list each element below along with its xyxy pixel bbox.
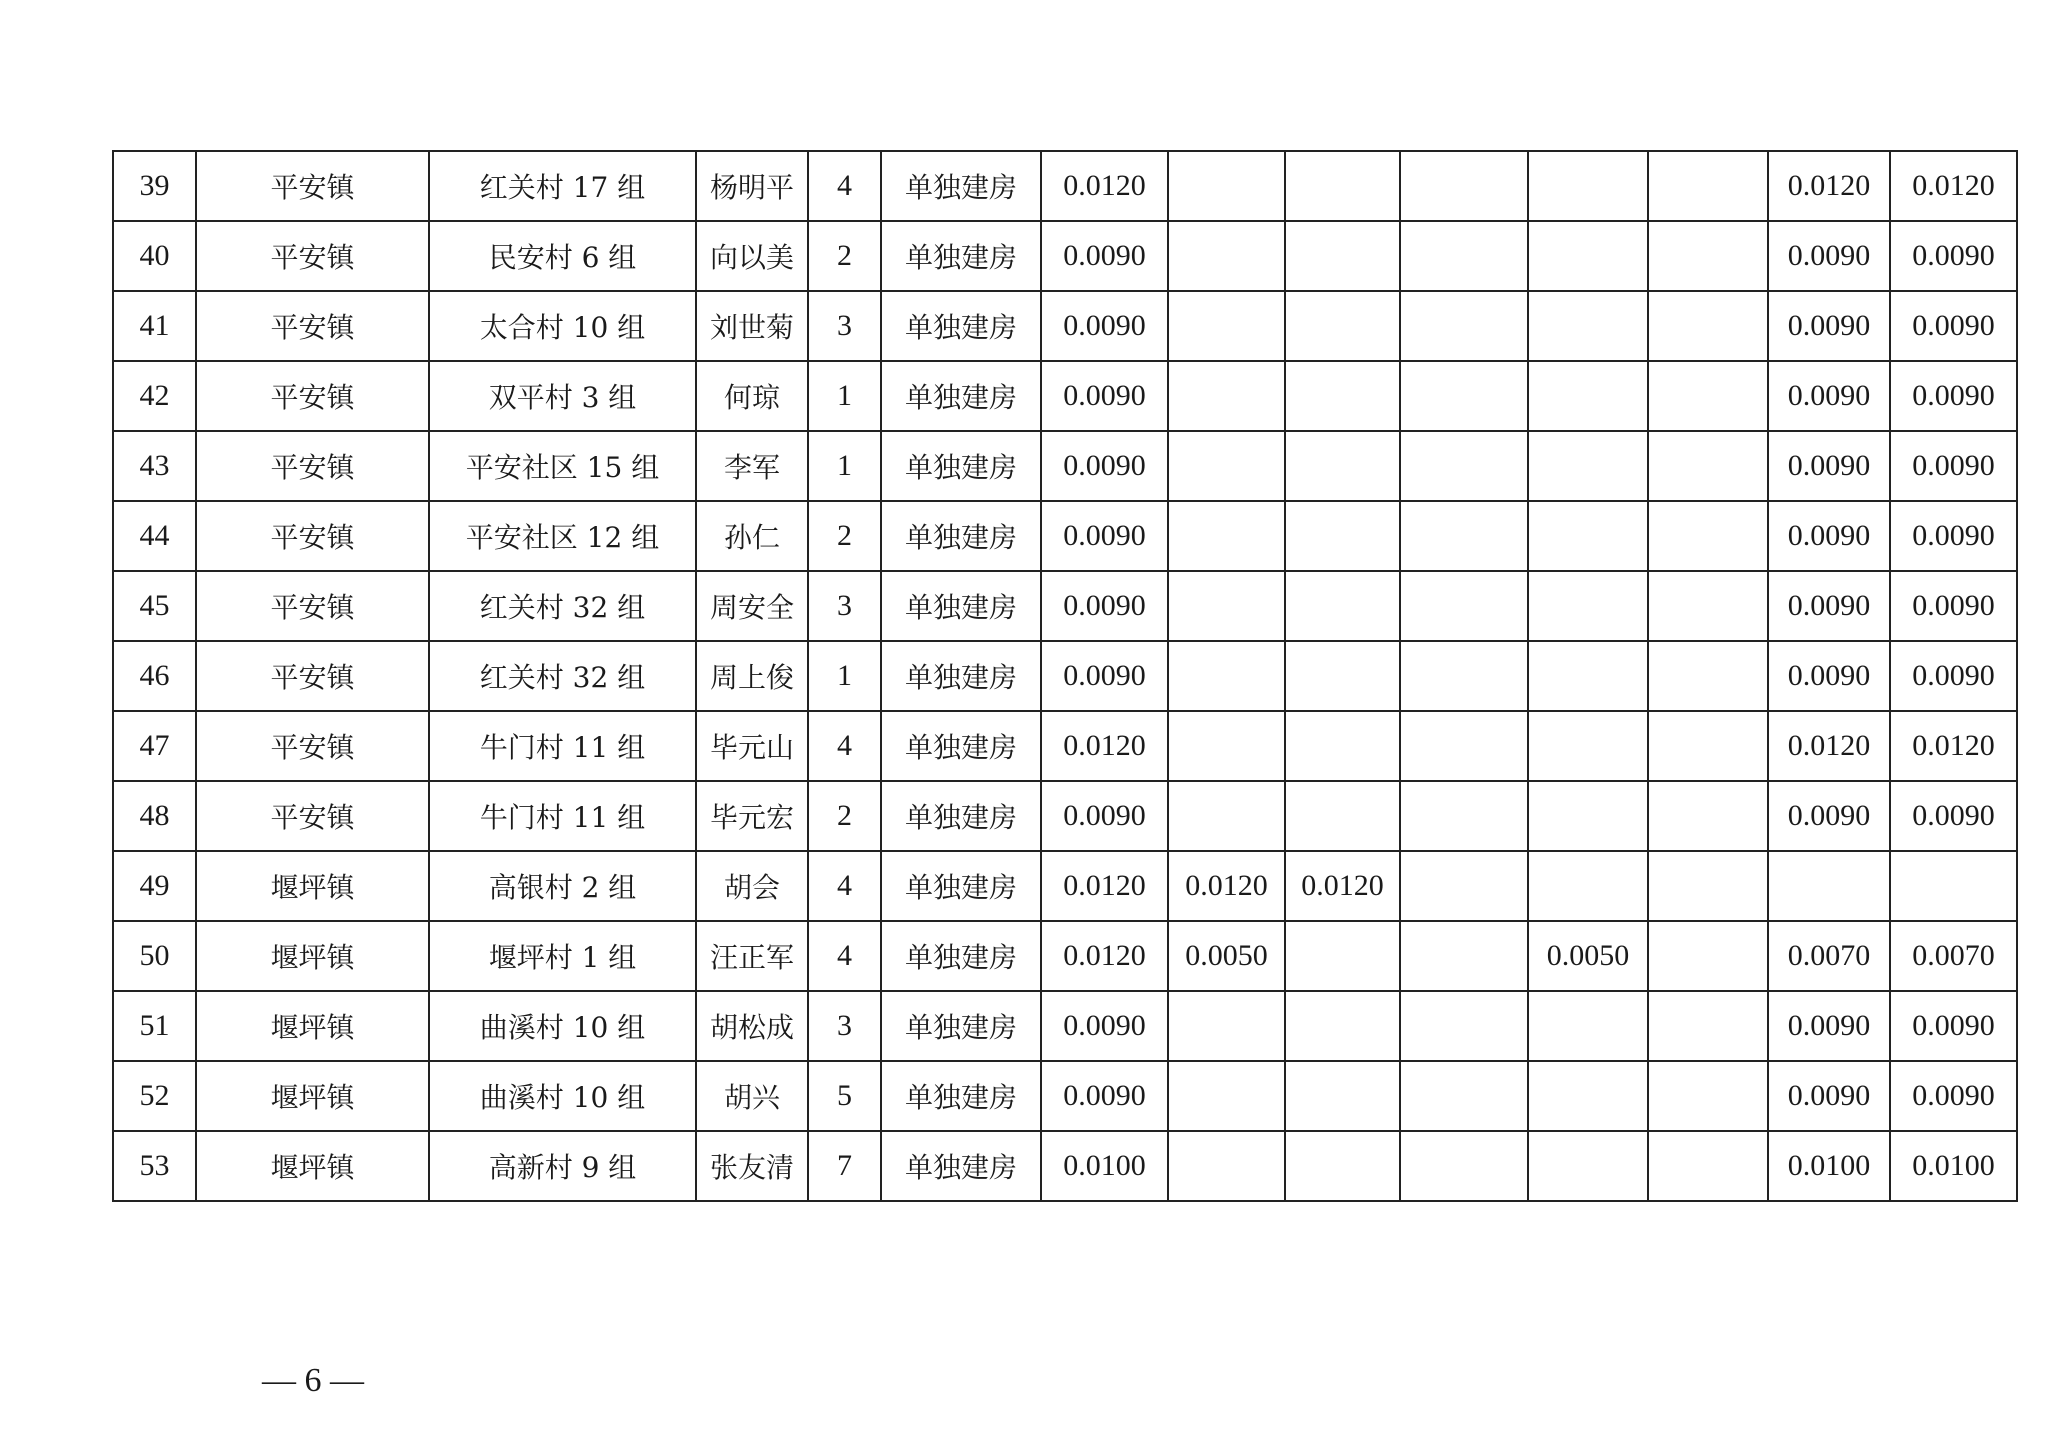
cell-col-8 — [1168, 291, 1285, 361]
cell-applicant-name: 孙仁 — [696, 501, 808, 571]
cell-village-group: 曲溪村 10 组 — [429, 991, 696, 1061]
cell-household-size: 7 — [808, 1131, 881, 1201]
table-body — [113, 151, 2017, 1201]
table-row — [113, 711, 2017, 781]
cell-serial-number: 53 — [113, 1131, 196, 1201]
cell-col-12 — [1648, 571, 1768, 641]
cell-col-14: 0.0090 — [1890, 781, 2017, 851]
cell-applicant-name: 胡会 — [696, 851, 808, 921]
table-row — [113, 991, 2017, 1061]
cell-area-total: 0.0090 — [1041, 781, 1168, 851]
cell-col-14: 0.0090 — [1890, 991, 2017, 1061]
cell-col-8 — [1168, 221, 1285, 291]
cell-construction-type: 单独建房 — [881, 501, 1041, 571]
cell-col-10 — [1400, 991, 1528, 1061]
cell-household-size: 3 — [808, 991, 881, 1061]
table-row — [113, 431, 2017, 501]
cell-construction-type: 单独建房 — [881, 1131, 1041, 1201]
cell-col-14: 0.0090 — [1890, 431, 2017, 501]
cell-col-9: 0.0120 — [1285, 851, 1400, 921]
table-row — [113, 501, 2017, 571]
cell-col-13: 0.0090 — [1768, 361, 1890, 431]
cell-town: 堰坪镇 — [196, 1061, 429, 1131]
cell-col-13: 0.0070 — [1768, 921, 1890, 991]
cell-applicant-name: 汪正军 — [696, 921, 808, 991]
table-row — [113, 781, 2017, 851]
cell-col-9 — [1285, 571, 1400, 641]
table-row — [113, 361, 2017, 431]
cell-col-8 — [1168, 571, 1285, 641]
cell-applicant-name: 向以美 — [696, 221, 808, 291]
cell-col-10 — [1400, 1061, 1528, 1131]
cell-col-13: 0.0100 — [1768, 1131, 1890, 1201]
cell-col-10 — [1400, 221, 1528, 291]
cell-village-group: 堰坪村 1 组 — [429, 921, 696, 991]
cell-col-10 — [1400, 641, 1528, 711]
cell-town: 平安镇 — [196, 711, 429, 781]
cell-area-total: 0.0090 — [1041, 1061, 1168, 1131]
cell-col-12 — [1648, 921, 1768, 991]
cell-village-group: 平安社区 12 组 — [429, 501, 696, 571]
cell-col-11 — [1528, 641, 1648, 711]
cell-col-8 — [1168, 151, 1285, 221]
cell-col-11 — [1528, 221, 1648, 291]
cell-col-14: 0.0070 — [1890, 921, 2017, 991]
cell-col-14: 0.0090 — [1890, 571, 2017, 641]
cell-applicant-name: 周安全 — [696, 571, 808, 641]
cell-household-size: 4 — [808, 851, 881, 921]
cell-col-14: 0.0120 — [1890, 711, 2017, 781]
cell-town: 平安镇 — [196, 361, 429, 431]
cell-col-13: 0.0090 — [1768, 1061, 1890, 1131]
cell-construction-type: 单独建房 — [881, 921, 1041, 991]
table-row — [113, 1131, 2017, 1201]
cell-col-12 — [1648, 641, 1768, 711]
cell-town: 平安镇 — [196, 221, 429, 291]
cell-col-10 — [1400, 501, 1528, 571]
cell-col-10 — [1400, 711, 1528, 781]
cell-col-10 — [1400, 1131, 1528, 1201]
cell-village-group: 太合村 10 组 — [429, 291, 696, 361]
table-row — [113, 921, 2017, 991]
cell-col-9 — [1285, 291, 1400, 361]
cell-serial-number: 46 — [113, 641, 196, 711]
cell-col-13: 0.0090 — [1768, 641, 1890, 711]
cell-serial-number: 50 — [113, 921, 196, 991]
cell-col-11 — [1528, 711, 1648, 781]
cell-town: 平安镇 — [196, 501, 429, 571]
cell-village-group: 平安社区 15 组 — [429, 431, 696, 501]
cell-village-group: 红关村 32 组 — [429, 571, 696, 641]
cell-serial-number: 43 — [113, 431, 196, 501]
cell-col-11 — [1528, 851, 1648, 921]
cell-village-group: 高银村 2 组 — [429, 851, 696, 921]
cell-col-12 — [1648, 431, 1768, 501]
table-row — [113, 291, 2017, 361]
cell-col-9 — [1285, 151, 1400, 221]
cell-col-12 — [1648, 851, 1768, 921]
cell-col-10 — [1400, 151, 1528, 221]
cell-serial-number: 41 — [113, 291, 196, 361]
cell-col-11 — [1528, 571, 1648, 641]
cell-area-total: 0.0090 — [1041, 991, 1168, 1061]
cell-col-11 — [1528, 361, 1648, 431]
cell-col-12 — [1648, 991, 1768, 1061]
cell-col-8 — [1168, 501, 1285, 571]
cell-col-14: 0.0090 — [1890, 501, 2017, 571]
cell-col-11 — [1528, 431, 1648, 501]
cell-col-10 — [1400, 781, 1528, 851]
cell-household-size: 4 — [808, 151, 881, 221]
cell-construction-type: 单独建房 — [881, 571, 1041, 641]
cell-town: 平安镇 — [196, 781, 429, 851]
cell-col-9 — [1285, 221, 1400, 291]
cell-town: 平安镇 — [196, 571, 429, 641]
cell-col-8 — [1168, 711, 1285, 781]
cell-col-9 — [1285, 711, 1400, 781]
cell-applicant-name: 张友清 — [696, 1131, 808, 1201]
cell-col-9 — [1285, 641, 1400, 711]
cell-col-11 — [1528, 1061, 1648, 1131]
cell-col-13: 0.0090 — [1768, 221, 1890, 291]
cell-col-14: 0.0090 — [1890, 361, 2017, 431]
cell-col-12 — [1648, 781, 1768, 851]
cell-col-11 — [1528, 991, 1648, 1061]
table-row — [113, 641, 2017, 711]
cell-household-size: 1 — [808, 361, 881, 431]
cell-serial-number: 44 — [113, 501, 196, 571]
cell-area-total: 0.0090 — [1041, 571, 1168, 641]
cell-household-size: 1 — [808, 431, 881, 501]
cell-construction-type: 单独建房 — [881, 1061, 1041, 1131]
table-row — [113, 221, 2017, 291]
cell-construction-type: 单独建房 — [881, 991, 1041, 1061]
cell-area-total: 0.0090 — [1041, 431, 1168, 501]
cell-col-8 — [1168, 641, 1285, 711]
cell-col-12 — [1648, 501, 1768, 571]
cell-village-group: 民安村 6 组 — [429, 221, 696, 291]
cell-col-9 — [1285, 921, 1400, 991]
cell-col-13: 0.0090 — [1768, 431, 1890, 501]
table-row — [113, 1061, 2017, 1131]
cell-col-12 — [1648, 1061, 1768, 1131]
cell-col-14 — [1890, 851, 2017, 921]
cell-area-total: 0.0120 — [1041, 921, 1168, 991]
cell-col-10 — [1400, 291, 1528, 361]
cell-household-size: 1 — [808, 641, 881, 711]
cell-construction-type: 单独建房 — [881, 781, 1041, 851]
cell-applicant-name: 李军 — [696, 431, 808, 501]
cell-col-12 — [1648, 361, 1768, 431]
cell-applicant-name: 何琼 — [696, 361, 808, 431]
cell-construction-type: 单独建房 — [881, 641, 1041, 711]
cell-household-size: 3 — [808, 291, 881, 361]
cell-col-12 — [1648, 221, 1768, 291]
cell-household-size: 4 — [808, 711, 881, 781]
cell-village-group: 牛门村 11 组 — [429, 711, 696, 781]
cell-col-8 — [1168, 431, 1285, 501]
cell-construction-type: 单独建房 — [881, 221, 1041, 291]
cell-col-9 — [1285, 431, 1400, 501]
cell-col-9 — [1285, 501, 1400, 571]
cell-col-11 — [1528, 501, 1648, 571]
cell-construction-type: 单独建房 — [881, 361, 1041, 431]
cell-col-14: 0.0090 — [1890, 221, 2017, 291]
table-row — [113, 571, 2017, 641]
cell-applicant-name: 刘世菊 — [696, 291, 808, 361]
cell-col-13: 0.0090 — [1768, 781, 1890, 851]
cell-col-13: 0.0090 — [1768, 501, 1890, 571]
cell-area-total: 0.0100 — [1041, 1131, 1168, 1201]
cell-town: 平安镇 — [196, 151, 429, 221]
table-row — [113, 851, 2017, 921]
cell-applicant-name: 杨明平 — [696, 151, 808, 221]
cell-area-total: 0.0090 — [1041, 501, 1168, 571]
cell-col-10 — [1400, 361, 1528, 431]
cell-construction-type: 单独建房 — [881, 851, 1041, 921]
cell-col-8 — [1168, 991, 1285, 1061]
cell-area-total: 0.0120 — [1041, 151, 1168, 221]
cell-col-9 — [1285, 1131, 1400, 1201]
cell-town: 平安镇 — [196, 641, 429, 711]
cell-household-size: 2 — [808, 781, 881, 851]
cell-serial-number: 42 — [113, 361, 196, 431]
cell-area-total: 0.0120 — [1041, 851, 1168, 921]
cell-col-9 — [1285, 781, 1400, 851]
cell-col-8 — [1168, 781, 1285, 851]
cell-village-group: 高新村 9 组 — [429, 1131, 696, 1201]
cell-col-14: 0.0100 — [1890, 1131, 2017, 1201]
cell-town: 堰坪镇 — [196, 921, 429, 991]
cell-town: 堰坪镇 — [196, 991, 429, 1061]
cell-household-size: 2 — [808, 501, 881, 571]
cell-household-size: 4 — [808, 921, 881, 991]
cell-col-14: 0.0120 — [1890, 151, 2017, 221]
cell-area-total: 0.0090 — [1041, 361, 1168, 431]
cell-col-8: 0.0050 — [1168, 921, 1285, 991]
cell-area-total: 0.0120 — [1041, 711, 1168, 781]
cell-serial-number: 51 — [113, 991, 196, 1061]
cell-col-12 — [1648, 1131, 1768, 1201]
cell-village-group: 曲溪村 10 组 — [429, 1061, 696, 1131]
cell-col-12 — [1648, 151, 1768, 221]
cell-col-14: 0.0090 — [1890, 291, 2017, 361]
cell-village-group: 红关村 17 组 — [429, 151, 696, 221]
cell-household-size: 3 — [808, 571, 881, 641]
cell-col-10 — [1400, 921, 1528, 991]
cell-col-11 — [1528, 781, 1648, 851]
cell-col-8 — [1168, 1061, 1285, 1131]
cell-serial-number: 47 — [113, 711, 196, 781]
cell-village-group: 红关村 32 组 — [429, 641, 696, 711]
cell-applicant-name: 胡兴 — [696, 1061, 808, 1131]
cell-col-11 — [1528, 1131, 1648, 1201]
cell-applicant-name: 毕元山 — [696, 711, 808, 781]
cell-col-13 — [1768, 851, 1890, 921]
cell-col-11 — [1528, 291, 1648, 361]
cell-col-13: 0.0120 — [1768, 711, 1890, 781]
cell-construction-type: 单独建房 — [881, 151, 1041, 221]
cell-serial-number: 39 — [113, 151, 196, 221]
cell-town: 平安镇 — [196, 431, 429, 501]
cell-col-9 — [1285, 1061, 1400, 1131]
cell-applicant-name: 毕元宏 — [696, 781, 808, 851]
cell-serial-number: 52 — [113, 1061, 196, 1131]
cell-applicant-name: 周上俊 — [696, 641, 808, 711]
cell-col-9 — [1285, 361, 1400, 431]
cell-town: 平安镇 — [196, 291, 429, 361]
cell-village-group: 双平村 3 组 — [429, 361, 696, 431]
cell-col-12 — [1648, 711, 1768, 781]
cell-col-11: 0.0050 — [1528, 921, 1648, 991]
cell-col-10 — [1400, 431, 1528, 501]
cell-col-13: 0.0120 — [1768, 151, 1890, 221]
homestead-land-table — [112, 150, 2018, 1202]
cell-construction-type: 单独建房 — [881, 291, 1041, 361]
cell-col-8: 0.0120 — [1168, 851, 1285, 921]
cell-col-8 — [1168, 1131, 1285, 1201]
cell-col-14: 0.0090 — [1890, 641, 2017, 711]
table-row — [113, 151, 2017, 221]
cell-col-14: 0.0090 — [1890, 1061, 2017, 1131]
cell-col-12 — [1648, 291, 1768, 361]
cell-serial-number: 48 — [113, 781, 196, 851]
cell-area-total: 0.0090 — [1041, 291, 1168, 361]
cell-col-13: 0.0090 — [1768, 571, 1890, 641]
cell-col-11 — [1528, 151, 1648, 221]
page-number: — 6 — — [262, 1362, 364, 1399]
cell-serial-number: 49 — [113, 851, 196, 921]
cell-col-8 — [1168, 361, 1285, 431]
cell-col-9 — [1285, 991, 1400, 1061]
cell-town: 堰坪镇 — [196, 1131, 429, 1201]
cell-col-10 — [1400, 571, 1528, 641]
cell-serial-number: 40 — [113, 221, 196, 291]
cell-applicant-name: 胡松成 — [696, 991, 808, 1061]
cell-col-10 — [1400, 851, 1528, 921]
cell-serial-number: 45 — [113, 571, 196, 641]
cell-area-total: 0.0090 — [1041, 641, 1168, 711]
cell-household-size: 2 — [808, 221, 881, 291]
cell-col-13: 0.0090 — [1768, 991, 1890, 1061]
cell-household-size: 5 — [808, 1061, 881, 1131]
cell-construction-type: 单独建房 — [881, 711, 1041, 781]
cell-construction-type: 单独建房 — [881, 431, 1041, 501]
cell-town: 堰坪镇 — [196, 851, 429, 921]
cell-village-group: 牛门村 11 组 — [429, 781, 696, 851]
cell-col-13: 0.0090 — [1768, 291, 1890, 361]
cell-area-total: 0.0090 — [1041, 221, 1168, 291]
